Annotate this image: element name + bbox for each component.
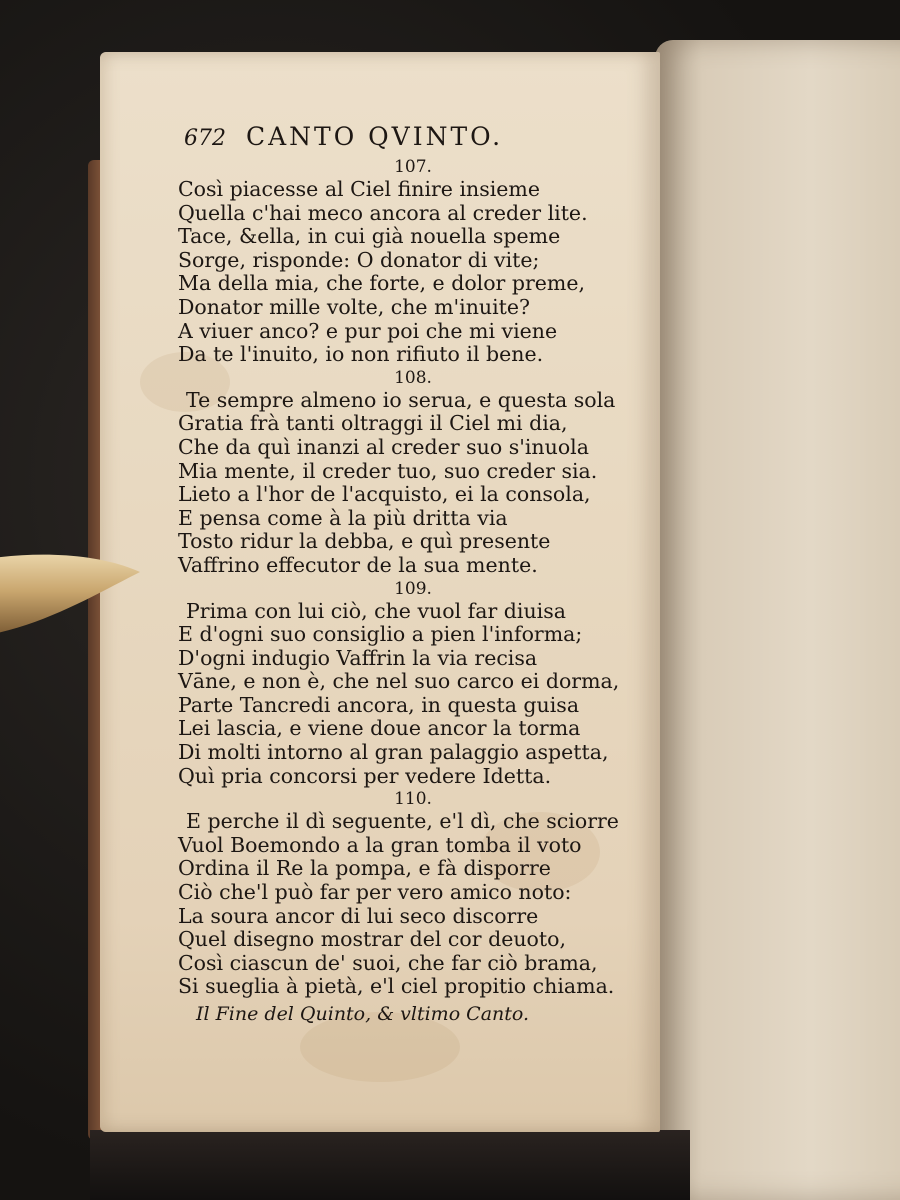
running-title: CANTO QVINTO.: [246, 122, 504, 151]
verse-line: Quella c'hai meco ancora al creder lite.: [178, 200, 588, 225]
stanza-number: 107.: [394, 157, 432, 177]
stanza: [178, 578, 658, 789]
stanza-number: 109.: [394, 578, 432, 599]
verse-line: Tosto ridur la debba, e quì presente: [178, 529, 551, 554]
verse-line: Prima con lui ciò, che vuol far diuisa: [186, 598, 566, 623]
verse-line: Quel disegno mostrar del cor deuoto,: [178, 927, 566, 952]
verse-line: Di molti intorno al gran palaggio aspetta,: [178, 740, 609, 765]
stanza-number: 110.: [394, 789, 432, 810]
verse-line: Quì pria concorsi per vedere Idetta.: [178, 763, 552, 788]
page-content: [178, 122, 658, 1027]
bottom-shadow: [90, 1130, 690, 1200]
right-facing-page: [655, 40, 900, 1200]
verse-line: Vaffrino effecutor de la sua mente.: [178, 552, 538, 577]
stanza-number: 108.: [394, 367, 432, 388]
stanza: [178, 156, 658, 367]
verse-line: Ordina il Re la pompa, e fà disporre: [178, 856, 551, 881]
verse-line: Così ciascun de' suoi, che far ciò brama,: [178, 950, 598, 975]
verse-line: Vuol Boemondo a la gran tomba il voto: [178, 832, 582, 857]
verse-line: Si sueglia à pietà, e'l ciel propitio chiama.: [178, 974, 615, 999]
verse-line: Lieto a l'hor de l'acquisto, ei la consola,: [178, 482, 591, 507]
verse-line: La soura ancor di lui seco discorre: [178, 903, 539, 928]
bookmark-pointer-icon: [0, 548, 145, 638]
verse-line: Te sempre almeno io serua, e questa sola: [186, 387, 616, 412]
verse-line: Che da quì inanzi al creder suo s'inuola: [178, 434, 589, 459]
verse-line: Tace, &ella, in cui già nouella speme: [178, 224, 561, 249]
verse-line: E d'ogni suo consiglio a pien l'informa;: [178, 622, 583, 647]
verse-line: Ciò che'l può far per vero amico noto:: [178, 880, 572, 905]
page-header: [178, 122, 658, 156]
stanza: [178, 367, 658, 578]
text-page: [100, 52, 660, 1132]
verse-line: Lei lascia, e viene doue ancor la torma: [178, 716, 581, 741]
verse-line: E pensa come à la più dritta via: [178, 505, 508, 530]
verse-line: Mia mente, il creder tuo, suo creder sia.: [178, 458, 598, 483]
page-number: 672: [184, 126, 226, 151]
verse-line: Così piacesse al Ciel finire insieme: [178, 177, 540, 201]
verse-line: D'ogni indugio Vaffrin la via recisa: [178, 645, 538, 670]
verse-line: Gratia frà tanti oltraggi il Ciel mi dia,: [178, 411, 568, 436]
colophon: Il Fine del Quinto, & vltimo Canto.: [196, 1003, 530, 1025]
verse-line: A viuer anco? e pur poi che mi viene: [178, 318, 558, 343]
verse-line: Vāne, e non è, che nel suo carco ei dorma,: [178, 669, 620, 694]
verse-line: Donator mille volte, che m'inuite?: [178, 294, 531, 319]
verse-line: E perche il dì seguente, e'l dì, che sciorre: [186, 809, 619, 834]
verse-line: Da te l'inuito, io non rifiuto il bene.: [178, 342, 544, 367]
verse-line: Ma della mia, che forte, e dolor preme,: [178, 271, 586, 296]
stanza: [178, 788, 658, 999]
verse-line: Parte Tancredi ancora, in questa guisa: [178, 692, 580, 717]
verse-line: Sorge, risponde: O donator di vite;: [178, 247, 540, 272]
